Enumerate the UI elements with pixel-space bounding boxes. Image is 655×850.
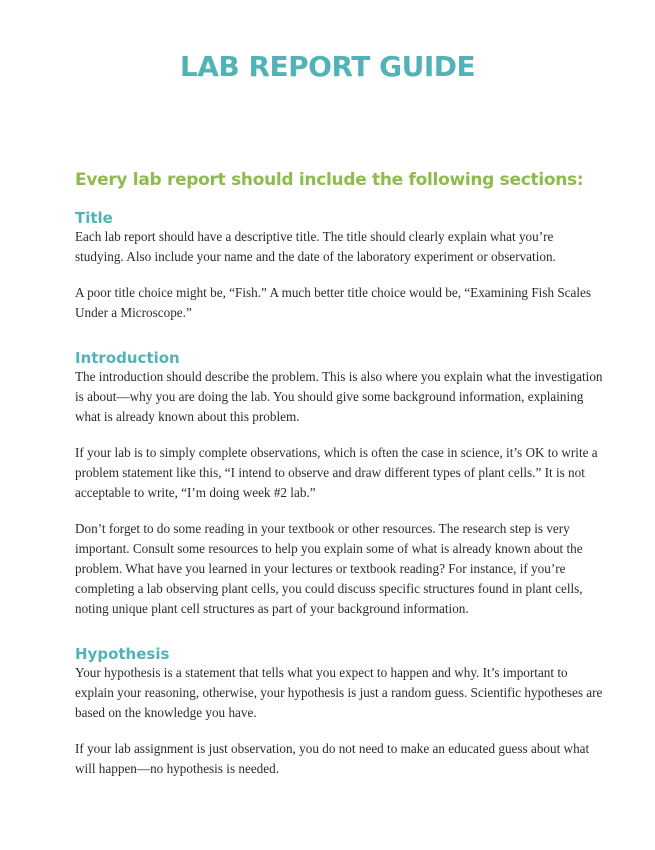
- section-title: [75, 209, 605, 323]
- paragraph: Don’t forget to do some reading in your textbook or other resources. The research step is very important. Consult some resources to help you explain some of what is already known about the problem. What have you learned in your lectures or textbook reading? For instance, if you’re completing a lab observing plant cells, you could discuss specific structures found in plant cells, noting unique plant cell structures as part of your background information.: [75, 521, 583, 616]
- paragraph: Each lab report should have a descriptive title. The title should clearly explain what you’re studying. Also include your name and the date of the laboratory experiment or observation.: [75, 229, 556, 264]
- section-introduction: [75, 349, 605, 619]
- section-heading: Hypothesis: [75, 645, 170, 663]
- paragraph: If your lab assignment is just observation, you do not need to make an educated guess about what will happen—no hypothesis is needed.: [75, 741, 590, 776]
- paragraph: A poor title choice might be, “Fish.” A much better title choice would be, “Examining Fish Scales Under a Microscope.”: [75, 285, 592, 320]
- paragraph: If your lab is to simply complete observations, which is often the case in science, it’s OK to write a problem statement like this, “I intend to observe and draw different types of plant cells.” It is not acceptable to write, “I’m doing week #2 lab.”: [75, 445, 598, 500]
- document-content: [75, 168, 605, 779]
- section-hypothesis: [75, 645, 605, 779]
- document-title: LAB REPORT GUIDE: [179, 50, 476, 83]
- paragraph: The introduction should describe the problem. This is also where you explain what the investigation is about—why you are doing the lab. You should give some background information, explaining what is already known about this problem.: [75, 369, 603, 424]
- paragraph: Your hypothesis is a statement that tells what you expect to happen and why. It’s important to explain your reasoning, otherwise, your hypothesis is just a random guess. Scientific hypotheses are based on the knowledge you have.: [75, 665, 603, 720]
- lead-heading: Every lab report should include the following sections:: [75, 170, 584, 190]
- section-heading: Title: [75, 209, 113, 227]
- section-heading: Introduction: [75, 349, 180, 367]
